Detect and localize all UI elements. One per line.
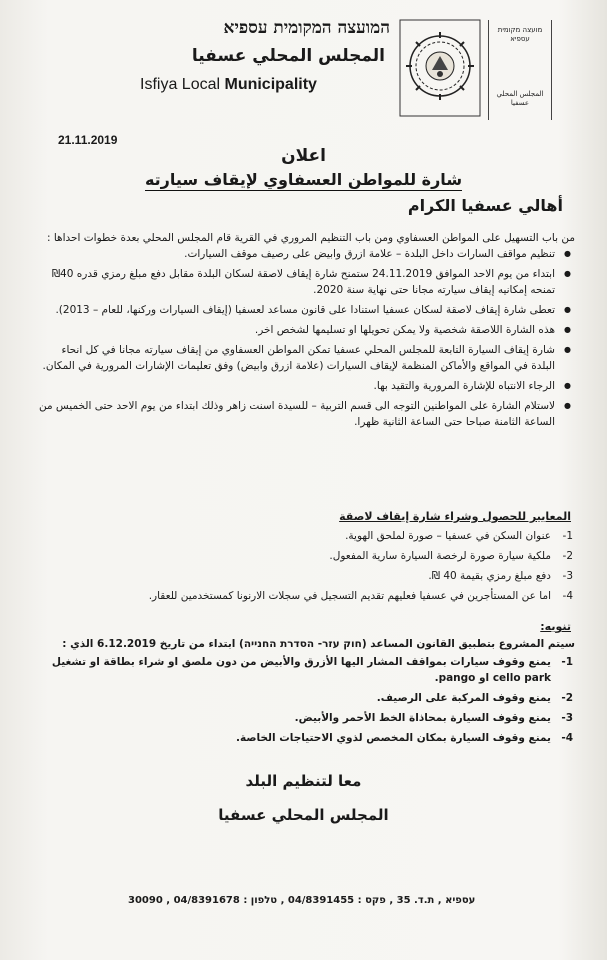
seal-icon — [398, 18, 482, 118]
item-number: 4- — [561, 732, 573, 744]
list-item — [30, 548, 575, 564]
intro-paragraph: من باب التسهيل على المواطن العسفاوي ومن باب التنظيم المروري في القرية قام المجلس المحلي بعدة خطوات احداها : — [46, 232, 575, 244]
item-text: اما عن المستأجرين في عسفيا فعليهم تقديم التسجيل في سجلات الارنونا كمستخدمين للعقار. — [148, 590, 551, 602]
list-item: ● ابتداء من يوم الاحد الموافق 24.11.2019 ستمنح شارة إيقاف لاصقة لسكان البلدة مقابل دفع مبلغ رمزي قدره 40₪ تمنحه إمكانيه إيقاف سيارته مجانا حتى نهاية سنة 2020. — [30, 266, 575, 298]
list-item: ● تنظيم مواقف السارات داخل البلدة – علامة ازرق وابيض على رصيف موقف السيارات. — [30, 246, 575, 262]
closing-signature: المجلس المحلي عسفيا — [218, 806, 389, 824]
header-english-prefix: Isfiya Local — [140, 76, 225, 93]
item-text: يمنع وقوف المركبة على الرصيف. — [376, 692, 551, 704]
announcement-date: 21.11.2019 — [58, 133, 118, 147]
list-item: ● هذه الشارة اللاصقة شخصية ولا يمكن تحويلها او تسليمها لشخص اخر. — [30, 322, 575, 338]
header-english-bold: Municipality — [224, 76, 317, 93]
announcement-subtitle-text: شارة للمواطن العسفاوي لإيقاف سيارته — [144, 170, 463, 189]
item-text: يمنع وقوف السيارة بمحاذاة الخط الأحمر والأبيض. — [294, 712, 551, 724]
list-item: ● تعطى شارة إيقاف لاصقة لسكان عسفيا استنادا على قانون مساعد لعسفيا (إيقاف السيارات وركنها، للعام – 2013). — [30, 302, 575, 318]
closing-slogan: معا لتنظيم البلد — [245, 772, 362, 790]
item-number: 3- — [562, 570, 573, 582]
municipality-seal-logo — [398, 18, 482, 118]
item-text: عنوان السكن في عسفيا – صورة لملحق الهوية. — [345, 530, 551, 542]
item-text: يمنع وقوف سيارات بمواقف المشار اليها الأزرق والأبيض من دون ملصق او شراء بطاقة او تشغيل cello park او pango. — [51, 656, 551, 684]
list-item: ● شارة إيقاف السيارة التابعة للمجلس المحلي عسفيا تمكن المواطن العسفاوي من إيقاف سيارته مجانا في كل انحاء البلدة في المواقع والأماكن المنظمة لإيقاف السيارات (علامة ازرق وابيض) وفق تعليمات الإشارات المرورية في المكان. — [30, 342, 575, 374]
note-paragraph: سيتم المشروع بتطبيق القانون المساعد (חוק עזר- הסדרת החנייה) ابتداء من تاريخ 6.12.2019 الذي : — [62, 638, 575, 650]
item-number: 4- — [562, 590, 573, 602]
list-item — [30, 710, 575, 726]
announcement-title: اعلان — [281, 146, 326, 166]
seal-caption-top: מועצה מקומית עספיא — [497, 26, 543, 43]
announcement-subtitle — [0, 170, 607, 189]
greeting: أهالي عسفيا الكرام — [407, 196, 563, 215]
item-number: 3- — [561, 712, 573, 724]
seal-caption — [488, 20, 552, 120]
list-item — [30, 730, 575, 746]
item-number: 2- — [561, 692, 573, 704]
footer-contact-line: 30090 , עספיא , ת.ד. 35 , פקס : 04/8391455 , טלפון : 04/8391678 — [128, 895, 476, 906]
seal-caption-bottom: المجلس المحلي عسفيا — [496, 90, 544, 107]
list-item — [30, 588, 575, 604]
list-item — [30, 528, 575, 544]
list-item — [30, 690, 575, 706]
note-heading: تنويه: — [540, 620, 571, 633]
header-english-name — [140, 76, 390, 94]
list-item — [30, 654, 575, 686]
bullet-list — [30, 246, 575, 434]
item-number: 1- — [562, 530, 573, 542]
criteria-heading: المعايير للحصول وشراء شارة إيقاف لاصقة — [339, 510, 571, 523]
header-hebrew-name: המועצה המקומית עספיא — [223, 18, 390, 38]
item-text: ملكية سيارة صورة لرخصة السيارة سارية المفعول. — [329, 550, 551, 562]
header-arabic-name: المجلس المحلي عسفيا — [191, 46, 385, 66]
item-text: دفع مبلغ رمزي بقيمة 40 ₪. — [428, 570, 551, 582]
note-list — [30, 654, 575, 750]
list-item: ● الرجاء الانتباه للإشارة المرورية والتقيد بها. — [30, 378, 575, 394]
item-text: يمنع وقوف السيارة بمكان المخصص لذوي الاحتياجات الخاصة. — [236, 732, 551, 744]
list-item — [30, 568, 575, 584]
list-item: ● لاستلام الشارة على المواطنين التوجه الى قسم التربية – للسيدة اسنت زاهر وذلك ابتداء من يوم الاحد حتى الخميس من الساعة الثامنة صباحا حتى الساعة الثانية ظهرا. — [30, 398, 575, 430]
item-number: 2- — [562, 550, 573, 562]
item-number: 1- — [561, 656, 573, 668]
criteria-list — [30, 528, 575, 608]
